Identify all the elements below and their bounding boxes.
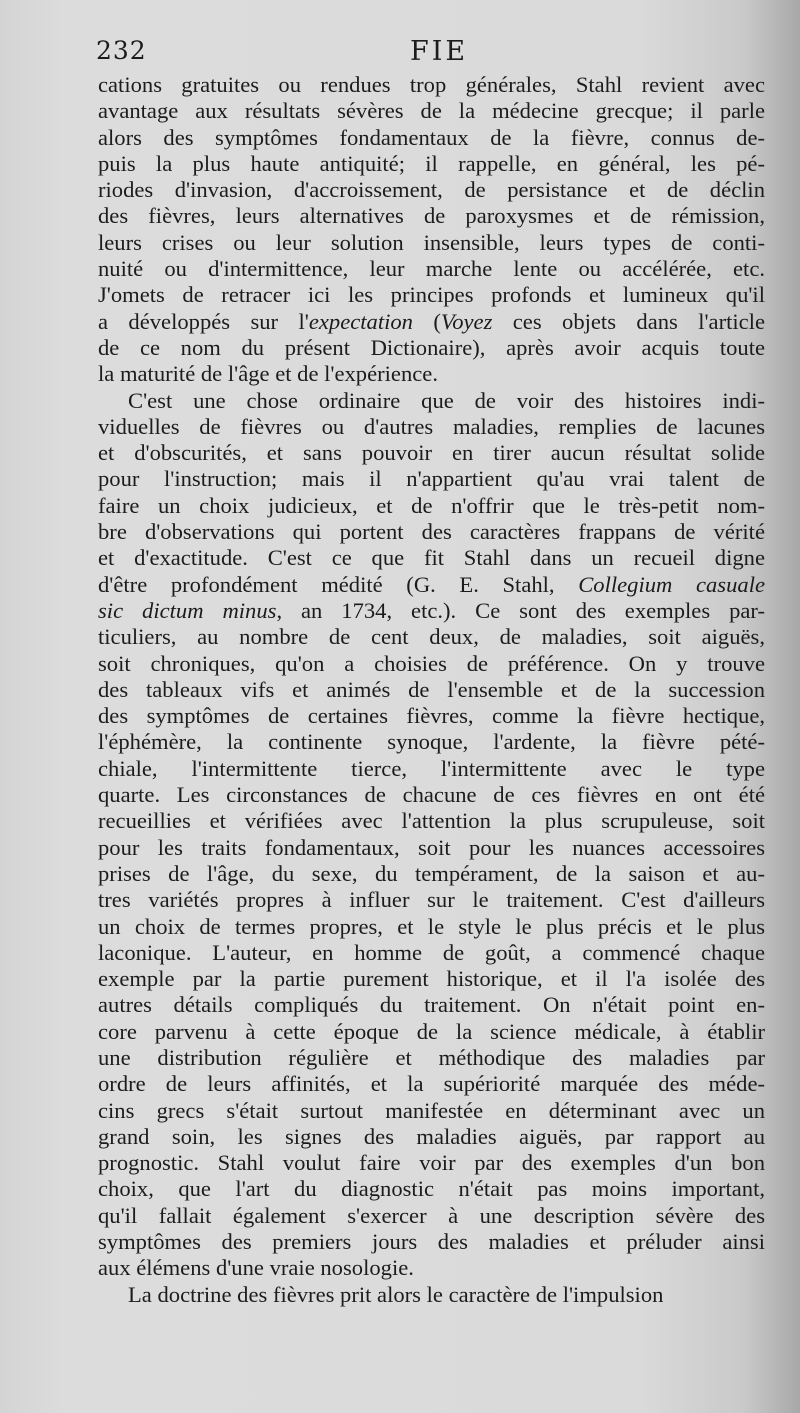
text-line	[98, 1150, 765, 1176]
text-segment: la maturité de l'âge et de l'expérience.	[98, 361, 438, 387]
text-segment: prises de l'âge, du sexe, du tempérament, de la saison et au-	[98, 860, 765, 886]
text-line	[98, 572, 765, 598]
text-segment: grand soin, les signes des maladies aiguës, par rapport au	[98, 1123, 765, 1149]
text-line	[98, 1071, 765, 1097]
text-segment: ticuliers, au nombre de cent deux, de maladies, soit aiguës,	[98, 624, 765, 650]
text-segment: riodes d'invasion, d'accroissement, de persistance et de déclin	[98, 177, 765, 203]
text-line	[98, 72, 765, 98]
text-line	[98, 545, 765, 571]
text-segment: puis la plus haute antiquité; il rappelle, en général, les pé-	[98, 150, 765, 176]
text-segment: soit chroniques, qu'on a choisies de préférence. On y trouve	[98, 650, 765, 676]
text-segment: J'omets de retracer ici les principes profonds et lumineux qu'il	[98, 282, 765, 308]
text-line	[98, 598, 765, 624]
text-segment: C'est une chose ordinaire que de voir des histoires indi-	[128, 387, 765, 413]
text-segment: aux élémens d'une vraie nosologie.	[98, 1255, 414, 1281]
text-line	[98, 361, 765, 387]
text-line	[98, 940, 765, 966]
text-segment: choix, que l'art du diagnostic n'était pas moins important,	[98, 1176, 765, 1202]
text-segment: des fièvres, leurs alternatives de paroxysmes et de rémission,	[98, 203, 765, 229]
text-segment: une distribution régulière et méthodique des maladies par	[98, 1044, 765, 1070]
text-segment: La doctrine des fièvres prit alors le caractère de l'impulsion	[128, 1281, 664, 1307]
text-line	[98, 177, 765, 203]
text-segment: et d'obscurités, et sans pouvoir en tirer aucun résultat solide	[98, 440, 765, 466]
text-line	[98, 861, 765, 887]
body-text	[98, 72, 765, 1308]
text-segment: ordre de leurs affinités, et la supériorité marquée des méde-	[98, 1071, 765, 1097]
text-segment: autres détails compliqués du traitement. On n'était point en-	[98, 992, 765, 1018]
text-segment: tres variétés propres à influer sur le traitement. C'est d'ailleurs	[98, 887, 765, 913]
text-line	[98, 151, 765, 177]
text-line	[98, 835, 765, 861]
italic-text: Voyez	[440, 308, 493, 334]
italic-text: Collegium casuale	[578, 571, 765, 597]
text-segment: viduelles de fièvres ou d'autres maladies, remplies de lacunes	[98, 413, 765, 439]
text-line	[98, 282, 765, 308]
text-segment: laconique. L'auteur, en homme de goût, a commencé chaque	[98, 939, 765, 965]
text-segment: alors des symptômes fondamentaux de la fièvre, connus de-	[98, 124, 765, 150]
paragraph	[98, 72, 765, 388]
text-line	[98, 203, 765, 229]
text-line	[98, 914, 765, 940]
text-segment: a développés sur l'	[98, 308, 309, 334]
text-line	[98, 756, 765, 782]
text-line	[98, 309, 765, 335]
text-line	[98, 1124, 765, 1150]
page-header	[96, 36, 760, 70]
text-segment: faire un choix judicieux, et de n'offrir que le très-petit nom-	[98, 492, 765, 518]
paragraph	[98, 388, 765, 1282]
text-line	[98, 440, 765, 466]
text-segment: qu'il fallait également s'exercer à une description sévère des	[98, 1202, 765, 1228]
text-segment: nuité ou d'intermittence, leur marche lente ou accélérée, etc.	[98, 256, 765, 282]
text-segment: cins grecs s'était surtout manifestée en déterminant avec un	[98, 1097, 765, 1123]
text-segment: exemple par la partie purement historique, et il l'a isolée des	[98, 966, 765, 992]
text-line	[98, 1098, 765, 1124]
text-segment: symptômes des premiers jours des maladies et préluder ainsi	[98, 1229, 765, 1255]
text-line	[98, 992, 765, 1018]
text-line	[98, 1229, 765, 1255]
text-line	[98, 782, 765, 808]
paragraph	[98, 1282, 765, 1308]
text-line	[98, 256, 765, 282]
text-line	[98, 1019, 765, 1045]
text-line	[98, 125, 765, 151]
text-segment: pour l'instruction; mais il n'appartient qu'au vrai talent de	[98, 466, 765, 492]
text-line	[98, 493, 765, 519]
text-segment: cations gratuites ou rendues trop générales, Stahl revient avec	[98, 72, 765, 97]
text-line	[98, 519, 765, 545]
text-line	[98, 966, 765, 992]
text-line	[98, 1045, 765, 1071]
text-segment: bre d'observations qui portent des caractères frappans de vérité	[98, 519, 765, 545]
text-line	[98, 466, 765, 492]
text-line	[98, 1203, 765, 1229]
text-segment: quarte. Les circonstances de chacune de ces fièvres en ont été	[98, 782, 765, 808]
page-number: 232	[96, 36, 147, 65]
italic-text: expectation	[308, 308, 413, 334]
text-line	[98, 703, 765, 729]
text-line	[98, 887, 765, 913]
text-line	[98, 1176, 765, 1202]
text-segment: recueillies et vérifiées avec l'attention la plus scrupuleuse, soit	[98, 808, 765, 834]
text-line	[98, 677, 765, 703]
text-segment: des symptômes de certaines fièvres, comme la fièvre hectique,	[98, 703, 765, 729]
running-head: FIE	[410, 36, 469, 67]
text-segment: (	[412, 308, 441, 334]
text-line	[98, 414, 765, 440]
text-segment: ces objets dans l'article	[492, 308, 765, 334]
text-segment: core parvenu à cette époque de la science médicale, à établir	[98, 1018, 765, 1044]
text-segment: chiale, l'intermittente tierce, l'intermittente avec le type	[98, 755, 765, 781]
text-segment: leurs crises ou leur solution insensible, leurs types de conti-	[98, 229, 765, 255]
text-segment: prognostic. Stahl voulut faire voir par des exemples d'un bon	[98, 1150, 765, 1176]
text-segment: et d'exactitude. C'est ce que fit Stahl dans un recueil digne	[98, 545, 765, 571]
text-segment: des tableaux vifs et animés de l'ensemble et de la succession	[98, 676, 765, 702]
text-line	[98, 624, 765, 650]
text-line	[98, 1255, 765, 1281]
text-line	[98, 729, 765, 755]
text-line	[98, 651, 765, 677]
text-line	[98, 808, 765, 834]
text-line	[98, 98, 765, 124]
text-line	[98, 1282, 765, 1308]
text-line	[98, 335, 765, 361]
text-line	[98, 230, 765, 256]
text-segment: pour les traits fondamentaux, soit pour les nuances accessoires	[98, 834, 765, 860]
text-segment: de ce nom du présent Dictionaire), après avoir acquis toute	[98, 334, 765, 360]
text-line	[98, 388, 765, 414]
text-segment: un choix de termes propres, et le style le plus précis et le plus	[98, 913, 765, 939]
text-segment: d'être profondément médité (G. E. Stahl,	[98, 571, 579, 597]
text-segment: avantage aux résultats sévères de la médecine grecque; il parle	[98, 98, 765, 124]
text-segment: , an 1734, etc.). Ce sont des exemples par-	[276, 597, 765, 623]
text-segment: l'éphémère, la continente synoque, l'ardente, la fièvre pété-	[98, 729, 765, 755]
italic-text: sic dictum minus	[98, 597, 277, 623]
